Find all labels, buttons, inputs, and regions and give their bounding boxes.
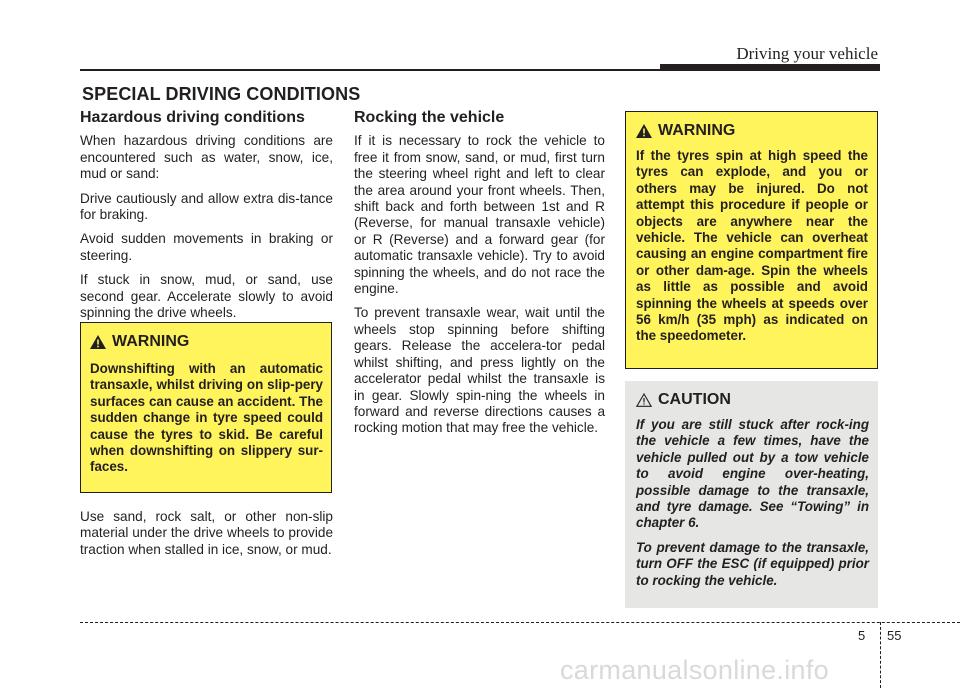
column-hazardous bbox=[80, 110, 333, 329]
watermark: carmanualsonline.info bbox=[560, 655, 829, 685]
warning-box-tyre-spin bbox=[625, 111, 878, 369]
page-number: 55 bbox=[887, 628, 902, 643]
caution-box bbox=[625, 381, 878, 608]
warning-box-downshifting bbox=[80, 322, 332, 493]
warning-title-text: WARNING bbox=[112, 333, 190, 350]
warning-body: If the tyres spin at high speed the tyres can explode, and you or others may be injured. Do not attempt this procedure if people or objects are anywhere near the vehicle. The vehicle can overheat causing an engine compartment fire or other dam-age. Spin the wheels as little as possible and avoid spinning the wheels at speeds over 56 km/h (35 mph) as indicated on the speedometer. bbox=[636, 148, 868, 344]
chapter-number: 5 bbox=[858, 628, 866, 643]
warning-title bbox=[636, 122, 868, 140]
paragraph: To prevent transaxle wear, wait until the wheels stop spinning before shifting gears. Release the accelera-tor pedal whilst shifting, and press lightly on the accelerator pedal whilst the transaxle is in gear. Slowly spin-ning the wheels in forward and reverse directions causes a rocking motion that may free the vehicle. bbox=[354, 305, 605, 436]
paragraph: Avoid sudden movements in braking or steering. bbox=[80, 231, 333, 263]
column-rocking bbox=[354, 110, 605, 445]
caution-paragraph: If you are still stuck after rock-ing the vehicle a few times, have the vehicle pulled out by a tow vehicle to avoid engine over-heating, possible damage to the transaxle, and tyre damage. See “Towing” in chapter 6. bbox=[636, 417, 869, 531]
warning-title bbox=[90, 333, 323, 351]
warning-title-text: WARNING bbox=[658, 122, 736, 139]
paragraph: When hazardous driving conditions are encountered such as water, snow, ice, mud or sand: bbox=[80, 133, 333, 182]
warning-triangle-icon bbox=[90, 335, 106, 349]
caution-paragraph: To prevent damage to the transaxle, turn OFF the ESC (if equipped) prior to rocking the vehicle. bbox=[636, 539, 869, 588]
caution-triangle-icon bbox=[636, 393, 652, 407]
heading-rocking: Rocking the vehicle bbox=[354, 109, 505, 126]
paragraph: If stuck in snow, mud, or sand, use second gear. Accelerate slowly to avoid spinning the drive wheels. bbox=[80, 272, 333, 321]
heading-hazardous: Hazardous driving conditions bbox=[80, 109, 305, 126]
caution-title-text: CAUTION bbox=[658, 391, 731, 408]
footer-dashed-divider bbox=[880, 622, 881, 688]
caution-title bbox=[636, 391, 869, 409]
warning-body: Downshifting with an automatic transaxle, whilst driving on slip-pery surfaces can cause an accident. The sudden change in tyre speed could cause the tyres to skid. Be careful when downshifting on slippery sur-faces. bbox=[90, 361, 323, 475]
column-hazardous-continued bbox=[80, 509, 333, 566]
paragraph: If it is necessary to rock the vehicle to free it from snow, sand, or mud, first turn the steering wheel right and left to clear the area around your front wheels. Then, shift back and forth between 1st and R (Reverse, for manual transaxle vehicle) or R (Reverse) and a forward gear (for automatic transaxle vehicle). Try to avoid spinning the wheels, and do not race the engine. bbox=[354, 133, 605, 297]
caution-body bbox=[636, 417, 869, 589]
header-section-title: Driving your vehicle bbox=[736, 44, 878, 63]
warning-triangle-icon bbox=[636, 124, 652, 138]
paragraph: Use sand, rock salt, or other non-slip material under the drive wheels to provide traction when stalled in ice, snow, or mud. bbox=[80, 509, 333, 557]
footer-dashed-rule bbox=[80, 622, 960, 623]
header-rule bbox=[80, 69, 880, 71]
paragraph: Drive cautiously and allow extra dis-tance for braking. bbox=[80, 190, 333, 223]
page-title: SPECIAL DRIVING CONDITIONS bbox=[82, 84, 361, 104]
